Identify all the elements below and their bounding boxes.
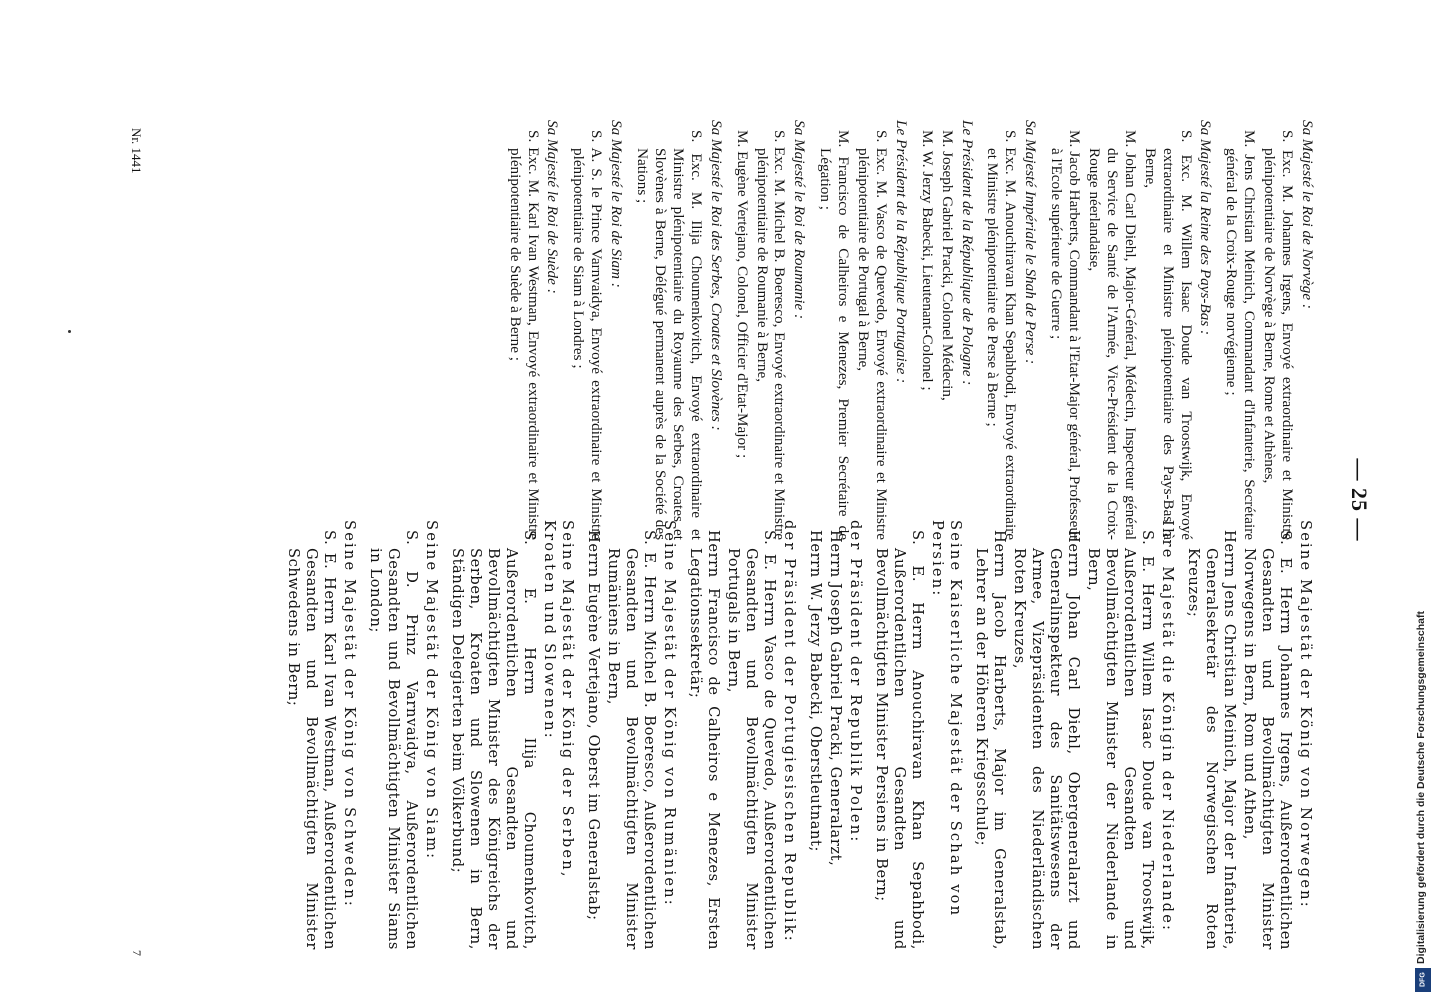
section — [1184, 520, 1314, 950]
delegate-entry: S. E. Herrn Karl Ivan Westman, Außerordentlichen Gesandten und Bevollmächtigten Minister Schwedens in Bern; — [285, 530, 338, 950]
section-heading: Seine Majestät der König von Siam: — [423, 520, 440, 861]
section — [584, 520, 678, 950]
section — [918, 120, 976, 540]
section-heading: Sa Majesté le Roi de Roumanie : — [791, 120, 809, 320]
section-heading: Sa Majesté Impériale le Shah de Perse : — [1022, 120, 1040, 365]
delegate-entry: S. Exc. M. Vasco de Quevedo, Envoyé extraordinaire et Ministre plénipotentiaire de Portugal à Berne, — [855, 130, 890, 540]
german-column — [276, 520, 1314, 950]
section-heading: der Präsident der Republik Polen: — [847, 520, 864, 844]
delegate-entry: M. Jacob Harberts, Commandant à l'Etat-Major général, Professeur à l'Ecole supérieure de Guerre ; — [1048, 130, 1084, 540]
credit-text: Digitalisierung gefördert durch die Deutsche Forschungsgemeinschaft — [1415, 611, 1427, 964]
section — [733, 120, 809, 540]
delegate-entry: Herrn Francisco de Calheiros e Menezes, Ersten Legationssekretär; — [687, 530, 722, 950]
delegate-entry: S. E. Herrn Ilija Choumenkovitch, Außerordentlichen Gesandten und Bevollmächtigten Minister des Königreichs der Serben, Kroaten und Slowenen in Bern, Ständigen Delegierten beim Völkerbund; — [449, 530, 538, 950]
delegate-entry: Herrn Jens Christian Meinich, Major der Infanterie, Generalsekretär des Norwegischen Roten Kreuzes; — [1185, 530, 1238, 950]
delegate-entry: M. W. Jerzy Babecki, Lieutenant-Colonel ; — [918, 130, 936, 391]
delegate-entry: S. E. Herrn Willem Isaac Doude van Troostwijk, Außerordentlichen Gesandten und Bevollmächtigten Minister der Niederlande in Bern, — [1085, 530, 1156, 950]
section — [806, 520, 864, 950]
delegate-entry: S. Exc. M. Ilija Choumenkovitch, Envoyé extraordinaire et Ministre plénipotentiaire du Royaume des Serbes, Croates et Slovènes à Berne, Délégué permanent auprès de la Société des Nations ; — [634, 130, 705, 540]
french-footer: Nr. 1441 — [129, 128, 144, 174]
delegate-entry: S. E. Herrn Johannes Irgens, Außerordentlichen Gesandten und Bevollmächtigten Minister Norwegens in Bern, Rom und Athen, — [1241, 530, 1294, 950]
delegate-entry: S. Exc. M. Karl Ivan Westman, Envoyé extraordinaire et Ministre plénipotentiaire de Suède à Berne ; — [506, 130, 542, 540]
section — [506, 120, 562, 540]
delegate-entry: S. E. Herrn Anouchiravan Khan Sepahbodi, Außerordentlichen Gesandten und Bevollmächtigten Minister Persiens in Bern; — [873, 530, 926, 950]
scan-speck — [68, 330, 71, 333]
delegate-entry: Herrn Johan Carl Diehl, Obergeneralarzt und Generalinspekteur des Sanitätswesens der Armee, Vizepräsidenten des Niederländischen Roten Kreuzes, — [1011, 530, 1082, 950]
delegate-entry: Herrn Jacob Harberts, Major im Generalstab, Lehrer an der Höheren Kriegsschule; — [973, 530, 1008, 950]
section — [284, 520, 358, 950]
delegate-entry: M. Johan Carl Diehl, Major-Général, Médecin, Inspecteur général du Service de Santé de l'Armée, Vice-Président de la Croix-Rouge néerlandaise, — [1086, 130, 1139, 540]
delegate-entry: Herrn W. Jerzy Babecki, Oberstleutnant; — [807, 530, 824, 853]
delegate-entry: M. Eugène Vertejano, Colonel, Officier d'Etat-Major ; — [733, 130, 751, 459]
digitization-credit — [1413, 0, 1433, 1000]
section-heading: der Präsident der Portugiesischen Republik: — [781, 520, 798, 943]
french-column — [498, 120, 1316, 540]
section — [1047, 120, 1214, 540]
dfg-logo: DFG — [1415, 968, 1431, 992]
delegate-entry: S. Exc. M. Johannes Irgens, Envoyé extraordinaire et Ministre plénipotentiaire de Norvège à Berne, Rome et Athènes, — [1261, 130, 1297, 540]
section-heading: Sa Majesté la Reine des Pays-Bas : — [1197, 120, 1215, 336]
section-heading: Seine Majestät der König von Norwegen: — [1297, 520, 1314, 909]
section — [633, 120, 725, 540]
delegate-entry: S. Exc. M. Willem Isaac Doude van Troostwijk, Envoyé extraordinaire et Ministre plénipotentiaire des Pays-Bas à Berne, — [1141, 130, 1195, 540]
delegate-entry: S. E. Herrn Vasco de Quevedo, Außerordentlichen Gesandten und Bevollmächtigten Minister Portugals in Bern, — [725, 530, 778, 950]
section-heading: Sa Majesté le Roi de Suède : — [544, 120, 562, 294]
section-heading: Sa Majesté le Roi des Serbes, Croates et Slovènes : — [707, 120, 725, 431]
section — [872, 520, 964, 950]
section-heading: Ihre Majestät die Königin der Niederlande: — [1159, 520, 1176, 933]
page-header — [1322, 0, 1372, 1000]
delegate-entry: S. E. Herrn Michel B. Boeresco, Außerordentlichen Gesandten und Bevollmächtigten Minister Rumäniens in Bern, — [605, 530, 658, 950]
section — [569, 120, 625, 540]
section-heading: Seine Kaiserliche Majestät der Schah von Persien: — [929, 520, 964, 918]
delegate-entry: Herrn Eugène Vertejano, Oberst im Generalstab; — [585, 530, 602, 921]
section — [448, 520, 576, 950]
section-heading: Sa Majesté le Roi de Norvège : — [1299, 120, 1316, 309]
page-number: — 25 — — [1347, 458, 1372, 542]
section — [1222, 120, 1316, 540]
section — [972, 520, 1176, 950]
section — [816, 120, 910, 540]
section — [984, 120, 1040, 540]
section-heading: Seine Majestät der König der Serben, Kroaten und Slowenen: — [541, 520, 576, 879]
section — [366, 520, 440, 950]
section — [686, 520, 798, 950]
section-heading: Seine Majestät der König von Schweden: — [341, 520, 358, 908]
delegate-entry: S. Exc. M. Michel B. Boeresco, Envoyé extraordinaire et Ministre plénipotentiaire de Roumanie à Berne, — [753, 130, 789, 540]
section-heading: Le Président de la République de Pologne : — [958, 120, 976, 386]
delegate-entry: S. A. S. le Prince Varnvaidya, Envoyé extraordinaire et Ministre plénipotentiaire de Siam à Londres ; — [570, 130, 606, 540]
section-heading: Seine Majestät der König von Rumänien: — [661, 520, 678, 907]
delegate-entry: Herrn Joseph Gabriel Pracki, Generalarzt, — [827, 530, 844, 867]
section-heading: Le Président de la République Portugaise : — [892, 120, 910, 384]
section-heading: Sa Majesté le Roi de Siam : — [608, 120, 626, 288]
delegate-entry: S. D. Prinz Varnvaidya, Außerordentlichen Gesandten und Bevollmächtigten Minister Siams in London; — [367, 530, 420, 950]
delegate-entry: S. Exc. M. Anouchiravan Khan Sepahbodi, Envoyé extraordinaire et Ministre plénipotentiaire de Perse à Berne ; — [984, 130, 1020, 540]
german-footer: 7 — [130, 950, 144, 956]
delegate-entry: M. Francisco de Calheiros e Menezes, Premier Secrétaire de Légation ; — [817, 130, 853, 540]
delegate-entry: M. Joseph Gabriel Pracki, Colonel Médecin, — [938, 130, 956, 401]
delegate-entry: M. Jens Christian Meinich, Commandant d'Infanterie, Secrétaire général de la Croix-Rouge norvégienne ; — [1223, 130, 1259, 540]
